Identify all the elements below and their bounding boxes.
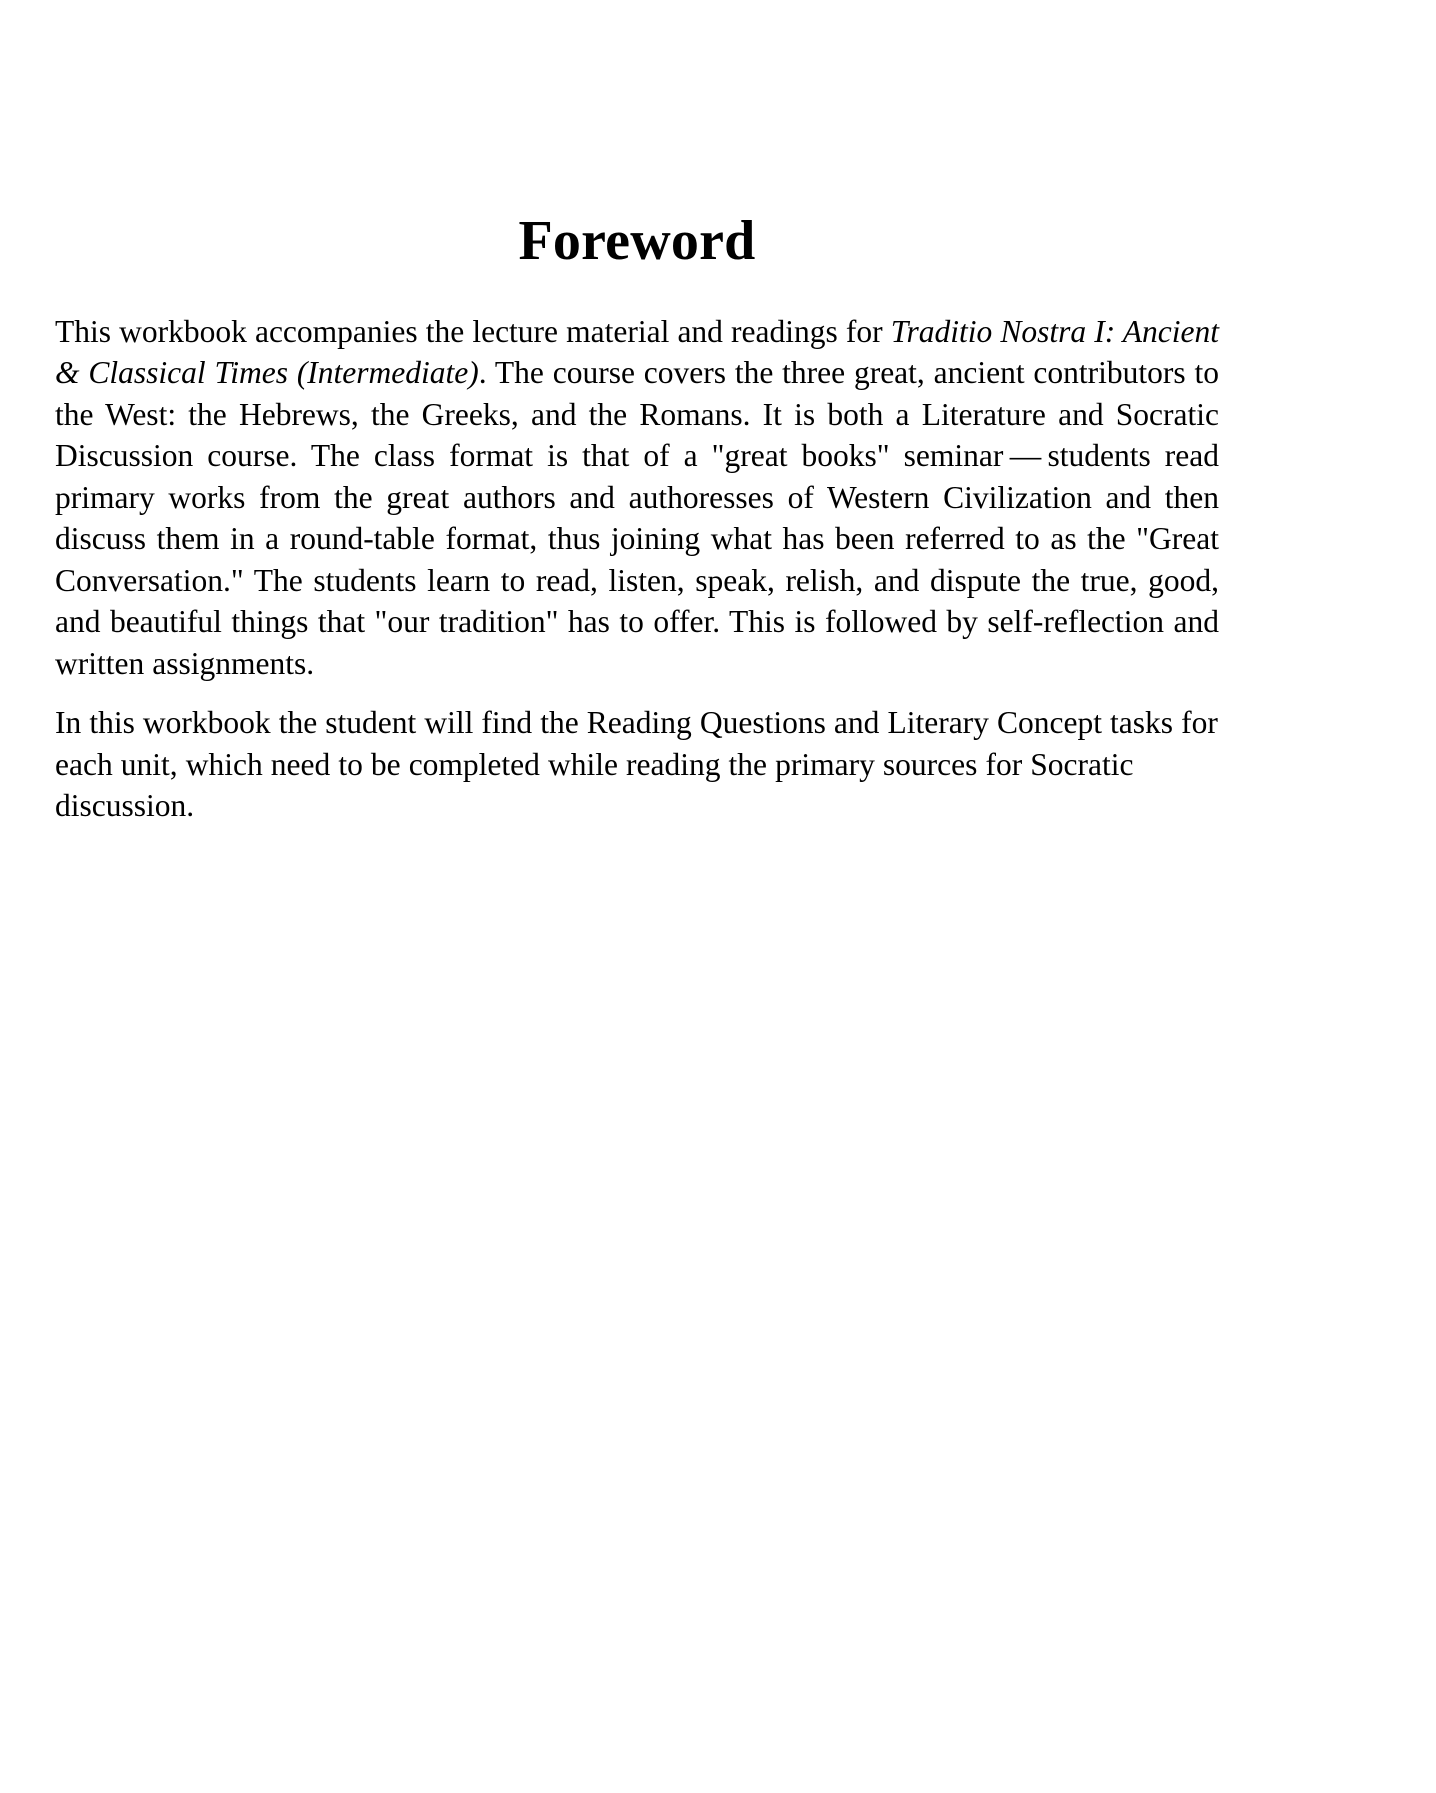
paragraph-1-lead-text: This workbook accompanies the lecture material and readings for (55, 313, 891, 349)
foreword-paragraph-2: In this workbook the student will find the Reading Questions and Literary Concept tasks for each unit, which need to be completed while reading the primary sources for Socratic discussion. (55, 705, 1218, 824)
foreword-paragraph-1 (55, 311, 1219, 685)
course-title-italic: Traditio Nostra I: Ancient & Classical Times (Intermediate) (55, 313, 1219, 391)
page-title: Foreword (518, 210, 756, 272)
page-content-column (55, 0, 1219, 827)
paragraph-1-text-before-dash: . The course covers the three great, ancient contributors to the West: the Hebrews, the Greeks, and the Romans. It is both a Literature and Socratic Discussion course. The class format is that of a "great books" seminar (55, 355, 1219, 474)
em-dash-separator: — (1003, 438, 1048, 474)
paragraph-1-text-after-dash: students read primary works from the great authors and authoresses of Western Civilization and then discuss them in a round-table format, thus joining what has been referred to as the "Great Conversation." The students learn to read, listen, speak, relish, and dispute the true, good, and beautiful things that "our tradition" has to offer. This is followed by self-reflection and written assignments. (55, 438, 1219, 681)
